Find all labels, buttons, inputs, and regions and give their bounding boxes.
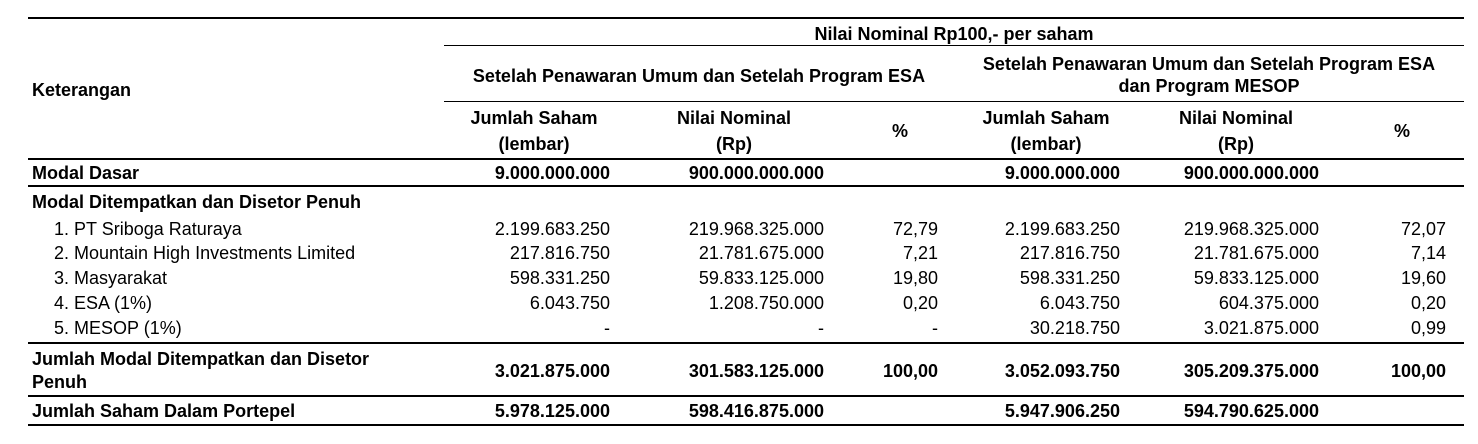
jumlah-modal-label-line1: Jumlah Modal Ditempatkan dan Disetor <box>32 349 370 369</box>
row-g2-nilai: 3.021.875.000 <box>1203 318 1319 338</box>
portepel-label: Jumlah Saham Dalam Portepel <box>32 401 296 421</box>
row-g2-jumlah: 30.218.750 <box>1029 318 1120 338</box>
row-g2-jumlah: 6.043.750 <box>1039 293 1120 313</box>
rule-above-portepel <box>28 395 1464 397</box>
rule-bottom <box>28 424 1464 426</box>
modal-dasar-g1-jumlah: 9.000.000.000 <box>494 163 610 183</box>
row-g2-nilai: 21.781.675.000 <box>1193 243 1319 263</box>
g2-col-pct: % <box>1393 121 1410 141</box>
modal-dasar-g1-nilai: 900.000.000.000 <box>688 163 824 183</box>
rule-under-modal-dasar <box>28 185 1464 187</box>
row-label: 2. Mountain High Investments Limited <box>54 243 356 263</box>
row-label: 5. MESOP (1%) <box>54 318 182 338</box>
row-g1-nilai: 219.968.325.000 <box>688 219 824 239</box>
jumlah-modal-g2-jumlah: 3.052.093.750 <box>1004 361 1120 381</box>
jumlah-modal-label-line2: Penuh <box>32 372 88 392</box>
keterangan-header: Keterangan <box>32 80 132 100</box>
portepel-g2-jumlah: 5.947.906.250 <box>1004 401 1120 421</box>
g2-col-jumlah-line2: (lembar) <box>1010 134 1082 154</box>
row-g2-nilai: 604.375.000 <box>1218 293 1319 313</box>
g2-col-jumlah-line1: Jumlah Saham <box>982 108 1110 128</box>
row-g1-pct: 0,20 <box>902 293 938 313</box>
g1-col-jumlah-line2: (lembar) <box>498 134 570 154</box>
row-g1-pct: 72,79 <box>892 219 938 239</box>
row-g1-nilai: 21.781.675.000 <box>698 243 824 263</box>
row-g2-nilai: 59.833.125.000 <box>1193 268 1319 288</box>
g1-col-nilai-line2: (Rp) <box>716 134 752 154</box>
row-label: 4. ESA (1%) <box>54 293 153 313</box>
jumlah-modal-g2-nilai: 305.209.375.000 <box>1183 361 1319 381</box>
group2-header-line2: dan Program MESOP <box>1118 76 1300 96</box>
jumlah-modal-g1-pct: 100,00 <box>882 361 938 381</box>
row-g2-pct: 0,99 <box>1410 318 1446 338</box>
rule-under-header <box>28 158 1464 160</box>
jumlah-modal-g2-pct: 100,00 <box>1390 361 1446 381</box>
group2-header-line1: Setelah Penawaran Umum dan Setelah Program ESA <box>982 54 1436 74</box>
rule-under-nominal-title <box>444 45 1464 46</box>
row-g1-jumlah: 6.043.750 <box>529 293 610 313</box>
row-g2-pct: 19,60 <box>1400 268 1446 288</box>
portepel-g1-jumlah: 5.978.125.000 <box>494 401 610 421</box>
row-g1-nilai: - <box>818 318 824 338</box>
row-g2-pct: 0,20 <box>1410 293 1446 313</box>
row-label: 1. PT Sriboga Raturaya <box>54 219 242 239</box>
rule-above-jumlah-modal <box>28 342 1464 344</box>
g2-col-nilai-line2: (Rp) <box>1218 134 1254 154</box>
row-g2-jumlah: 217.816.750 <box>1019 243 1120 263</box>
modal-dasar-g2-nilai: 900.000.000.000 <box>1183 163 1319 183</box>
row-g2-jumlah: 598.331.250 <box>1019 268 1120 288</box>
row-label: 3. Masyarakat <box>54 268 168 288</box>
group1-header: Setelah Penawaran Umum dan Setelah Program ESA <box>472 66 926 86</box>
row-g2-pct: 7,14 <box>1410 243 1446 263</box>
modal-dasar-label: Modal Dasar <box>32 163 140 183</box>
g1-col-pct: % <box>891 121 908 141</box>
g2-col-nilai-line1: Nilai Nominal <box>1178 108 1294 128</box>
row-g1-jumlah: 217.816.750 <box>509 243 610 263</box>
portepel-g1-nilai: 598.416.875.000 <box>688 401 824 421</box>
row-g1-jumlah: 598.331.250 <box>509 268 610 288</box>
modal-dasar-g2-jumlah: 9.000.000.000 <box>1004 163 1120 183</box>
row-g1-pct: 7,21 <box>902 243 938 263</box>
rule-top <box>28 17 1464 19</box>
portepel-g2-nilai: 594.790.625.000 <box>1183 401 1319 421</box>
row-g1-nilai: 59.833.125.000 <box>698 268 824 288</box>
row-g2-nilai: 219.968.325.000 <box>1183 219 1319 239</box>
row-g1-pct: - <box>932 318 938 338</box>
jumlah-modal-g1-jumlah: 3.021.875.000 <box>494 361 610 381</box>
row-g1-pct: 19,80 <box>892 268 938 288</box>
row-g1-jumlah: - <box>604 318 610 338</box>
section-title: Modal Ditempatkan dan Disetor Penuh <box>32 192 362 212</box>
nominal-title: Nilai Nominal Rp100,- per saham <box>814 24 1094 44</box>
row-g1-jumlah: 2.199.683.250 <box>494 219 610 239</box>
g1-col-jumlah-line1: Jumlah Saham <box>470 108 598 128</box>
g1-col-nilai-line1: Nilai Nominal <box>676 108 792 128</box>
rule-under-groups <box>444 101 1464 102</box>
row-g2-pct: 72,07 <box>1400 219 1446 239</box>
row-g1-nilai: 1.208.750.000 <box>708 293 824 313</box>
row-g2-jumlah: 2.199.683.250 <box>1004 219 1120 239</box>
jumlah-modal-g1-nilai: 301.583.125.000 <box>688 361 824 381</box>
